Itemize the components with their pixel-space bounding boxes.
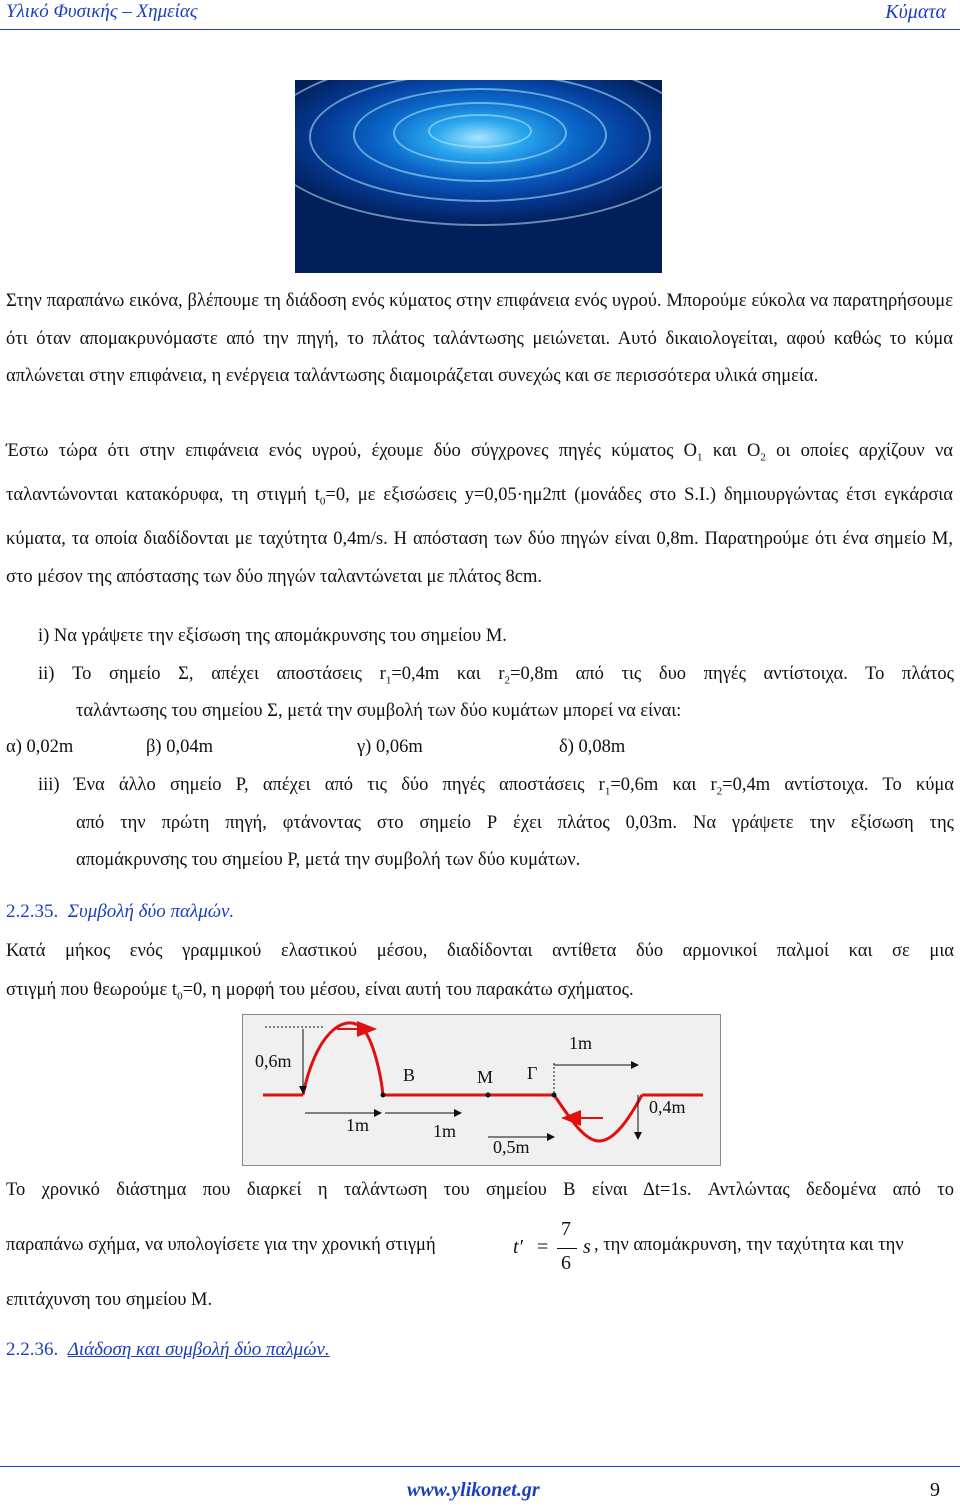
footer-rule — [0, 1466, 960, 1467]
label-gap: 1m — [433, 1121, 457, 1141]
question-text-part2: , την απομάκρυνση, την ταχύτητα και την — [594, 1235, 904, 1255]
section-number: 2.2.36. — [6, 1339, 59, 1360]
pulses-diagram — [243, 1015, 720, 1165]
subscript: 1 — [385, 674, 392, 687]
page-header — [0, 0, 960, 30]
text: ii) Το σημείο Σ, απέχει αποστάσεις r — [38, 664, 386, 684]
water-ripple-image — [295, 80, 662, 273]
text: =0, η μορφή του μέσου, είναι αυτή του παρακάτω σχήματος. — [182, 980, 634, 1000]
pulses-paragraph-line2 — [6, 980, 634, 1003]
pulse-crest — [303, 1023, 383, 1095]
fraction-bar — [557, 1248, 577, 1249]
text: στιγμή που θεωρούμε t — [6, 980, 178, 1000]
problem-paragraph — [6, 433, 953, 596]
intro-paragraph: Στην παραπάνω εικόνα, βλέπουμε τη διάδοση ενός κύματος στην επιφάνεια ενός υγρού. Μπορούμε εύκολα να παρατηρήσουμε ότι όταν απομακρυνόμαστε από την πηγή, το πλάτος ταλάντωσης μειώνεται. Αυτό δικαιολογείται, αφού καθώς το κύμα απλώνεται στην επιφάνεια, η ενέργεια ταλάντωσης διαμοιράζεται συνεχώς και σε περισσότερα υλικά σημεία. — [6, 291, 953, 386]
subscript: 1 — [604, 785, 611, 798]
question-iii-line3: απομάκρυνσης του σημείου Ρ, μετά την συμβολή των δύο κυμάτων. — [76, 850, 581, 870]
page-number: 9 — [930, 1479, 940, 1501]
question-i: i) Να γράψετε την εξίσωση της απομάκρυνσης του σημείου Μ. — [38, 626, 507, 646]
label-depth-right: 0,4m — [649, 1097, 686, 1117]
text: =0,4m και r — [391, 664, 505, 684]
text: =0,4m αντίστοιχα. Το κύμα — [722, 775, 954, 795]
section-heading-2-2-35 — [6, 901, 234, 923]
header-right: Κύματα — [885, 1, 946, 23]
question-iii-line2: από την πρώτη πηγή, φτάνοντας στο σημείο Ρ έχει πλάτος 0,03m. Να γράψετε την εξίσωση της — [76, 813, 954, 833]
text: =0, με εξισώσεις y=0,05·ημ2πt (μονάδες στο S.I.) δημιουργώντας έτσι εγκάρσια κύματα, τα οποία διαδίδονται με ταχύτητα 0,4m/s. Η απόσταση των δύο πηγών είναι 0,8m. Παρατηρούμε ότι ένα σημείο Μ, στο μέσον της απόστασης των δύο πηγών ταλαντώνεται με πλάτος 8cm. — [6, 485, 953, 587]
answer-c: γ) 0,06m — [357, 737, 423, 757]
label-point-G: Γ — [527, 1063, 538, 1083]
question-iii — [38, 775, 954, 798]
label-half: 0,5m — [493, 1137, 530, 1157]
answer-d: δ) 0,08m — [559, 737, 626, 757]
text: οι οποίες αρχίζουν να ταλαντώνονται κατακόρυφα, τη στιγμή t — [6, 441, 954, 506]
question-ii-line2: ταλάντωσης του σημείου Σ, μετά την συμβολή των δύο κυμάτων μπορεί να είναι: — [76, 701, 682, 721]
pulses-figure — [242, 1014, 721, 1166]
question-text-part1: παραπάνω σχήμα, να υπολογίσετε για την χρονική στιγμή — [6, 1235, 436, 1255]
label-point-B: Β — [403, 1065, 416, 1085]
formula-lhs: t′ — [513, 1236, 523, 1258]
section-title: Διάδοση και συμβολή δύο παλμών. — [67, 1339, 330, 1360]
label-height-left: 0,6m — [255, 1051, 292, 1071]
label-width-left: 1m — [346, 1115, 370, 1135]
subscript: 1 — [697, 451, 703, 464]
question-ii — [38, 664, 954, 687]
answer-b: β) 0,04m — [146, 737, 213, 757]
text: Έστω τώρα ότι στην επιφάνεια ενός υγρού, έχουμε δύο σύγχρονες πηγές κύματος Ο — [6, 441, 698, 461]
subscript: 2 — [504, 674, 511, 687]
section-title: Συμβολή δύο παλμών. — [67, 901, 235, 922]
section-number: 2.2.35. — [6, 901, 59, 922]
formula-equals: = — [537, 1236, 549, 1258]
label-point-M: Μ — [477, 1067, 494, 1087]
subscript: 2 — [716, 785, 723, 798]
subscript: 2 — [760, 451, 766, 464]
question-text-line3: επιτάχυνση του σημείου Μ. — [6, 1290, 213, 1310]
header-left: Υλικό Φυσικής – Χημείας — [6, 1, 198, 22]
point-B-marker — [381, 1093, 386, 1098]
header-rule — [0, 29, 960, 30]
formula-unit: s — [583, 1236, 591, 1258]
text: =0,6m και r — [610, 775, 717, 795]
ripple-ring — [295, 80, 662, 226]
subscript: 0 — [177, 990, 183, 1003]
text: iii) Ένα άλλο σημείο Ρ, απέχει από τις δύο πηγές αποστάσεις r — [38, 775, 605, 795]
text: =0,8m από τις δυο πηγές αντίστοιχα. Το πλάτος — [510, 664, 954, 684]
footer-website-link[interactable]: www.ylikonet.gr — [407, 1479, 540, 1501]
formula-numerator: 7 — [561, 1218, 571, 1240]
text: και Ο — [702, 441, 761, 461]
pulses-paragraph-line1: Κατά μήκος ενός γραμμικού ελαστικού μέσου, διαδίδονται αντίθετα δύο αρμονικοί παλμοί και σε μια — [6, 941, 954, 961]
label-width-right: 1m — [569, 1033, 593, 1053]
point-M-marker — [486, 1093, 491, 1098]
answer-a: α) 0,02m — [6, 737, 74, 757]
time-interval-paragraph: Το χρονικό διάστημα που διαρκεί η ταλάντωση του σημείου Β είναι Δt=1s. Αντλώντας δεδομένα από το — [6, 1180, 954, 1200]
subscript: 0 — [319, 495, 326, 508]
section-heading-2-2-36 — [6, 1339, 330, 1361]
point-G-marker — [552, 1093, 557, 1098]
formula-denominator: 6 — [561, 1252, 571, 1274]
